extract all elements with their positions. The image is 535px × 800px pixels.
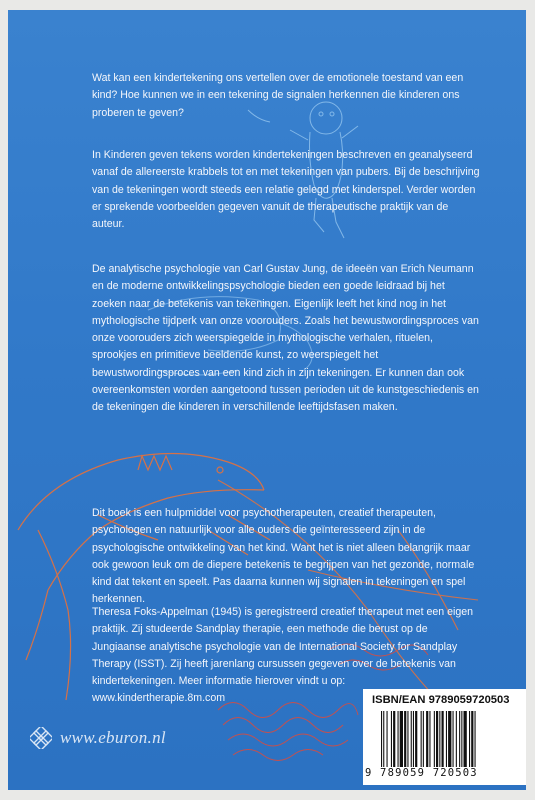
barcode-digits: 9 789059 720503 [365,767,478,779]
eburon-knot-icon [30,727,52,749]
back-cover [8,10,526,790]
intro-paragraph: Wat kan een kindertekening ons vertellen over de emotionele toestand van een kind? Hoe kunnen we in een tekening de signalen herkennen die kinderen ons proberen te geven? [92,72,464,119]
publisher-url: www.eburon.nl [60,728,166,747]
author-bio-paragraph: Theresa Foks-Appelman (1945) is geregistreerd creatief therapeut met een eigen praktijk. Zij studeerde Sandplay therapie, een methode die berust op de Jungiaanse analytische psychologie van de International Society for Sandplay Therapy (ISST). Zij heeft jarenlang cursussen gegeven over de betekenis van kindertekeningen. Meer informatie hierover vindt u op: www.kindertherapie.8m.com [92,606,473,705]
publisher-logo [30,726,166,750]
barcode-bars [381,711,517,769]
jung-paragraph: De analytische psychologie van Carl Gustav Jung, de ideeën van Erich Neumann en de moderne ontwikkelingspsychologie bieden een goede leidraad bij het zoeken naar de betekenis van tekeningen. Eigenlijk leeft het kind nog in het mythologische tijdperk van onze voorouders. Zoals het bewustwordingsproces van onze voorouders zich weerspiegelde in mythologische verhalen, rituelen, sprookjes en primitieve beeldende kunst, zo weerspiegelt het bewustwordingsproces van een kind zich in zijn tekeningen. Er kunnen dan ook overeenkomsten worden aangetoond tussen perioden uit de kunstgeschiedenis en de tekeningen die kinderen in verschillende leeftijdsfasen maken. [92,263,479,414]
isbn-label: ISBN/EAN 9789059720503 [372,694,510,706]
audience-paragraph: Dit boek is een hulpmiddel voor psychotherapeuten, creatief therapeuten, psychologen en natuurlijk voor alle ouders die geïnteresseerd zijn in de psychologische ontwikkeling van het kind. Want het is niet alleen belangrijk maar ook gewoon leuk om de diepere betekenis te begrijpen van het gezonde, normale kind dat tekent en speelt. Pas daarna kunnen wij signalen in tekeningen en spel herkennen. [92,507,475,606]
barcode-block [363,689,526,785]
book-description-paragraph: In Kinderen geven tekens worden kindertekeningen beschreven en geanalyseerd vanaf de allereerste krabbels tot en met tekeningen van pubers. Bij de beschrijving van de tekeningen wordt steeds een relatie gelegd met kinderspel. Verder worden er sprekende voorbeelden gegeven vanuit de therapeutische praktijk van de auteur. [92,149,480,231]
